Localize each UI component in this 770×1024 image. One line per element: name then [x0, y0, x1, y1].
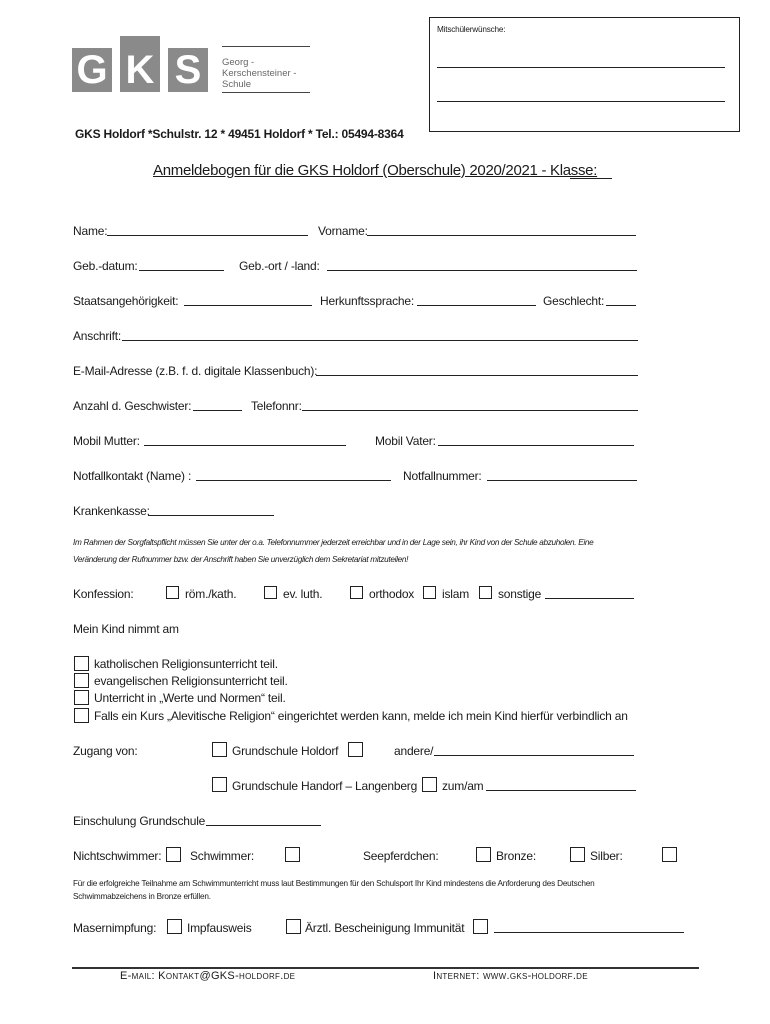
- logo-letter-k: K: [120, 36, 160, 92]
- footer-internet[interactable]: Internet: www.gks-holdorf.de: [433, 970, 588, 982]
- religion-checkbox-wun[interactable]: [74, 690, 89, 705]
- konfession-checkbox-kath[interactable]: [166, 586, 179, 599]
- notfallnummer-label: Notfallnummer:: [403, 469, 482, 483]
- zugang-label: Zugang von:: [73, 744, 138, 758]
- classmates-box-label: Mitschülerwünsche:: [437, 25, 506, 34]
- zugang-option-andere: andere/: [394, 744, 434, 758]
- religion-checkbox-kath[interactable]: [74, 656, 89, 671]
- konfession-checkbox-orthodox[interactable]: [350, 586, 363, 599]
- schwimmer-checkbox[interactable]: [285, 847, 300, 862]
- geschwister-field[interactable]: [193, 410, 242, 411]
- logo-rule-bottom: [222, 92, 310, 93]
- notfallkontakt-field[interactable]: [196, 480, 391, 481]
- telefon-label: Telefonnr:: [251, 399, 302, 413]
- seepferdchen-label: Seepferdchen:: [363, 849, 439, 863]
- religion-intro: Mein Kind nimmt am: [73, 622, 179, 636]
- mobil-vater-label: Mobil Vater:: [375, 434, 436, 448]
- masern-checkbox-sonstige[interactable]: [473, 919, 488, 934]
- notfallkontakt-label: Notfallkontakt (Name) :: [73, 469, 192, 483]
- zugang-option-handorf: Grundschule Handorf – Langenberg: [232, 779, 418, 793]
- schwimmer-label: Schwimmer:: [190, 849, 255, 863]
- logo-subtitle-line-3: Schule: [222, 79, 252, 90]
- konfession-option-orthodox: orthodox: [369, 587, 415, 601]
- masern-checkbox-bescheinigung[interactable]: [286, 919, 301, 934]
- konfession-option-evluth: ev. luth.: [283, 587, 323, 601]
- geschwister-label: Anzahl d. Geschwister:: [73, 399, 192, 413]
- vorname-label: Vorname:: [318, 224, 368, 238]
- mobil-vater-field[interactable]: [438, 445, 634, 446]
- geb-ort-field[interactable]: [327, 270, 637, 271]
- geb-datum-label: Geb.-datum:: [73, 259, 138, 273]
- konfession-checkbox-evluth[interactable]: [264, 586, 277, 599]
- konfession-option-islam: islam: [442, 587, 470, 601]
- form-title: Anmeldebogen für die GKS Holdorf (Oberschule) 2020/2021 - Klasse:: [153, 162, 598, 179]
- konfession-label: Konfession:: [73, 587, 134, 601]
- zugang-checkbox-zumam[interactable]: [422, 777, 437, 792]
- herkunftssprache-label: Herkunftssprache:: [320, 294, 414, 308]
- masern-label: Masernimpfung:: [73, 921, 157, 935]
- konfession-checkbox-islam[interactable]: [423, 586, 436, 599]
- classmates-line-1[interactable]: [437, 67, 725, 68]
- krankenkasse-field[interactable]: [148, 515, 274, 516]
- religion-option-ev: evangelischen Religionsunterricht teil.: [94, 674, 288, 688]
- geb-datum-field[interactable]: [139, 270, 224, 271]
- geb-ort-label: Geb.-ort / -land:: [239, 259, 320, 273]
- zugang-option-holdorf: Grundschule Holdorf: [232, 744, 339, 758]
- einschulung-field[interactable]: [206, 825, 321, 826]
- zugang-checkbox-andere[interactable]: [348, 742, 363, 757]
- religion-checkbox-ev[interactable]: [74, 673, 89, 688]
- religion-option-kath: katholischen Religionsunterricht teil.: [94, 657, 278, 671]
- konfession-option-sonstige: sonstige: [498, 587, 542, 601]
- schwimm-note-line-2: Schwimmabzeichens in Bronze erfüllen.: [73, 892, 211, 901]
- logo-letter-s: S: [168, 48, 208, 92]
- sorgfalt-note-line-2: Veränderung der Rufnummer bzw. der Anschrift haben Sie unverzüglich dem Sekretariat mitzuteilen!: [73, 555, 409, 564]
- masern-sonstige-field[interactable]: [494, 932, 684, 933]
- konfession-checkbox-sonstige[interactable]: [479, 586, 492, 599]
- logo-letter-g: G: [72, 48, 112, 92]
- nichtschwimmer-checkbox[interactable]: [166, 847, 181, 862]
- footer-email[interactable]: E-mail: Kontakt@GKS-holdorf.de: [120, 970, 296, 982]
- zugang-zumam-field[interactable]: [486, 790, 636, 791]
- logo-subtitle-line-2: Kerschensteiner -: [222, 68, 297, 79]
- email-label: E-Mail-Adresse (z.B. f. d. digitale Klassenbuch):: [73, 364, 318, 378]
- footer-rule: [72, 967, 699, 969]
- nichtschwimmer-label: Nichtschwimmer:: [73, 849, 162, 863]
- masern-checkbox-impfausweis[interactable]: [167, 919, 182, 934]
- classmates-box: [429, 17, 740, 132]
- einschulung-label: Einschulung Grundschule: [73, 814, 206, 828]
- konfession-option-kath: röm./kath.: [185, 587, 237, 601]
- silber-label: Silber:: [590, 849, 623, 863]
- geschlecht-label: Geschlecht:: [543, 294, 605, 308]
- classmates-line-2[interactable]: [437, 101, 725, 102]
- name-field[interactable]: [107, 235, 308, 236]
- herkunftssprache-field[interactable]: [417, 305, 536, 306]
- staatsangehoerigkeit-field[interactable]: [184, 305, 312, 306]
- silber-checkbox[interactable]: [662, 847, 677, 862]
- name-label: Name:: [73, 224, 108, 238]
- zugang-andere-field[interactable]: [434, 755, 634, 756]
- religion-checkbox-alevitisch[interactable]: [74, 708, 89, 723]
- zugang-option-zumam: zum/am: [442, 779, 484, 793]
- masern-option-impfausweis: Impfausweis: [187, 921, 252, 935]
- zugang-checkbox-holdorf[interactable]: [212, 742, 227, 757]
- schwimm-note-line-1: Für die erfolgreiche Teilnahme am Schwimmunterricht muss laut Bestimmungen für den Schulsport Ihr Kind mindestens die Anforderung des Deutschen: [73, 879, 595, 888]
- geschlecht-field[interactable]: [606, 305, 636, 306]
- masern-option-bescheinigung: Ärztl. Bescheinigung Immunität: [305, 921, 465, 935]
- vorname-field[interactable]: [367, 235, 636, 236]
- religion-option-wun: Unterricht in „Werte und Normen“ teil.: [94, 691, 286, 705]
- klasse-field[interactable]: [570, 178, 612, 179]
- logo-subtitle-line-1: Georg -: [222, 57, 255, 68]
- konfession-sonstige-field[interactable]: [545, 598, 634, 599]
- anschrift-label: Anschrift:: [73, 329, 122, 343]
- bronze-checkbox[interactable]: [570, 847, 585, 862]
- logo-subtitle: [222, 57, 296, 90]
- krankenkasse-label: Krankenkasse:: [73, 504, 150, 518]
- school-logo: [72, 36, 212, 92]
- email-field[interactable]: [316, 375, 638, 376]
- staatsangehoerigkeit-label: Staatsangehörigkeit:: [73, 294, 179, 308]
- zugang-checkbox-handorf[interactable]: [212, 777, 227, 792]
- religion-option-alevitisch: Falls ein Kurs „Alevitische Religion“ eingerichtet werden kann, melde ich mein Kind hierfür verbindlich an: [94, 709, 628, 723]
- mobil-mutter-label: Mobil Mutter:: [73, 434, 140, 448]
- bronze-label: Bronze:: [496, 849, 536, 863]
- logo-rule-top: [222, 46, 310, 47]
- anschrift-field[interactable]: [122, 340, 638, 341]
- sorgfalt-note-line-1: Im Rahmen der Sorgfaltspflicht müssen Sie unter der o.a. Telefonnummer jederzeit erreichbar und in der Lage sein, ihr Kind von der Schule abzuholen. Eine: [73, 538, 594, 547]
- notfallnummer-field[interactable]: [487, 480, 637, 481]
- telefon-field[interactable]: [302, 410, 638, 411]
- mobil-mutter-field[interactable]: [144, 445, 346, 446]
- school-address: GKS Holdorf *Schulstr. 12 * 49451 Holdorf * Tel.: 05494-8364: [75, 127, 404, 141]
- seepferdchen-checkbox[interactable]: [476, 847, 491, 862]
